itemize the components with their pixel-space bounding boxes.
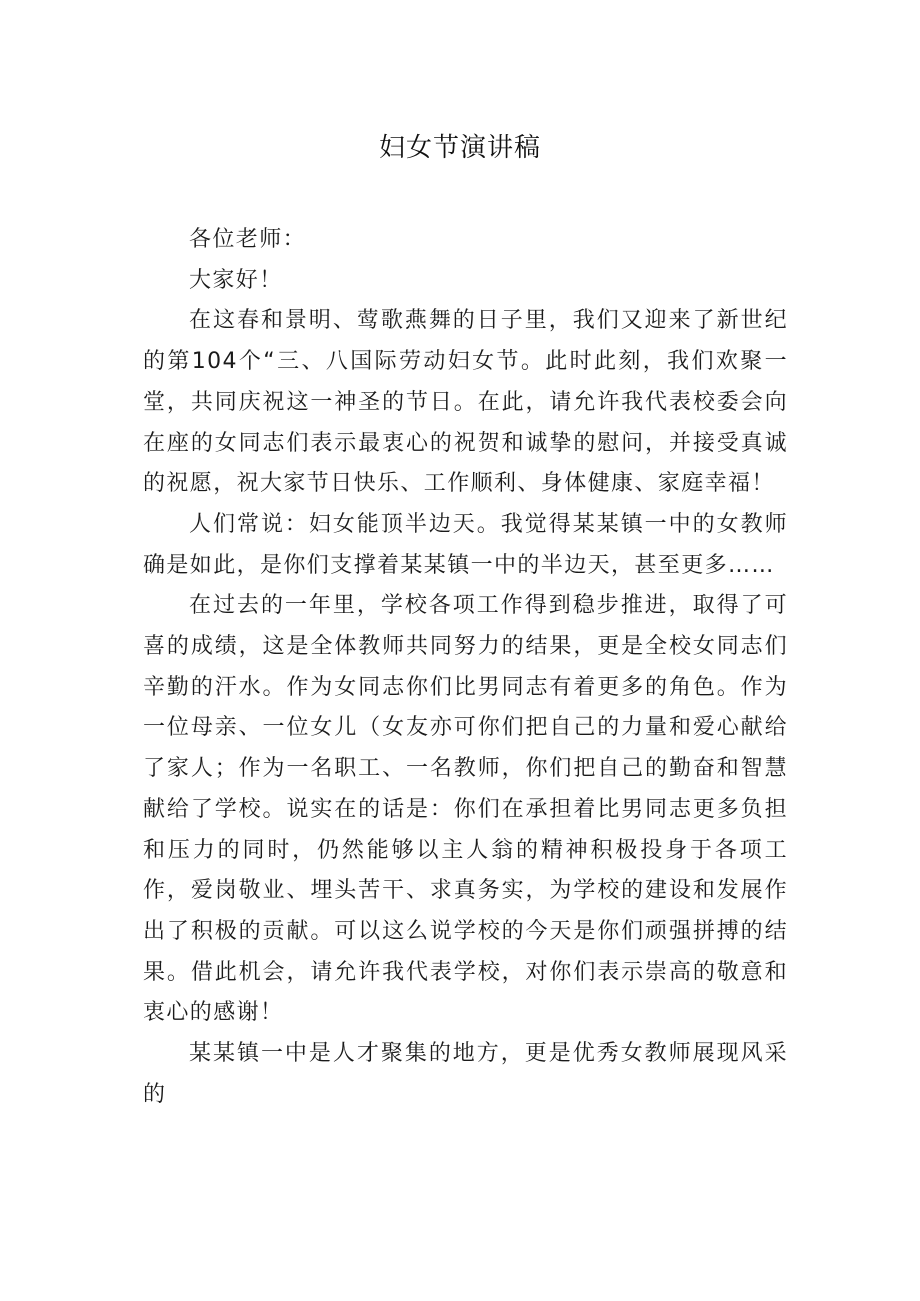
paragraph-half-sky: 人们常说：妇女能顶半边天。我觉得某某镇一中的女教师确是如此，是你们支撑着某某镇一中的半边天，甚至更多…… xyxy=(143,511,788,578)
document-title: 妇女节演讲稿 xyxy=(378,133,541,163)
document-body xyxy=(143,220,788,1115)
paragraph-opening: 在这春和景明、莺歌燕舞的日子里，我们又迎来了新世纪的第104个“三、八国际劳动妇女节。此时此刻，我们欢聚一堂，共同庆祝这一神圣的节日。在此，请允许我代表校委会向在座的女同志们表示最衷心的祝贺和诚挚的慰问，并接受真诚的祝愿，祝大家节日快乐、工作顺利、身体健康、家庭幸福！ xyxy=(143,308,788,497)
greeting: 大家好！ xyxy=(189,267,283,293)
paragraph-past-year: 在过去的一年里，学校各项工作得到稳步推进，取得了可喜的成绩，这是全体教师共同努力的结果，更是全校女同志们辛勤的汗水。作为女同志你们比男同志有着更多的角色。作为一位母亲、一位女儿（女友亦可你们把自己的力量和爱心献给了家人；作为一名职工、一名教师，你们把自己的勤奋和智慧献给了学校。说实在的话是：你们在承担着比男同志更多负担和压力的同时，仍然能够以主人翁的精神积极投身于各项工作，爱岗敬业、埋头苦干、求真务实，为学校的建设和发展作出了积极的贡献。可以这么说学校的今天是你们顽强拼搏的结果。借此机会，请允许我代表学校，对你们表示崇高的敬意和衷心的感谢！ xyxy=(143,593,788,1026)
paragraph-talent: 某某镇一中是人才聚集的地方，更是优秀女教师展现风采的 xyxy=(143,1041,788,1107)
salutation: 各位老师： xyxy=(189,227,307,252)
